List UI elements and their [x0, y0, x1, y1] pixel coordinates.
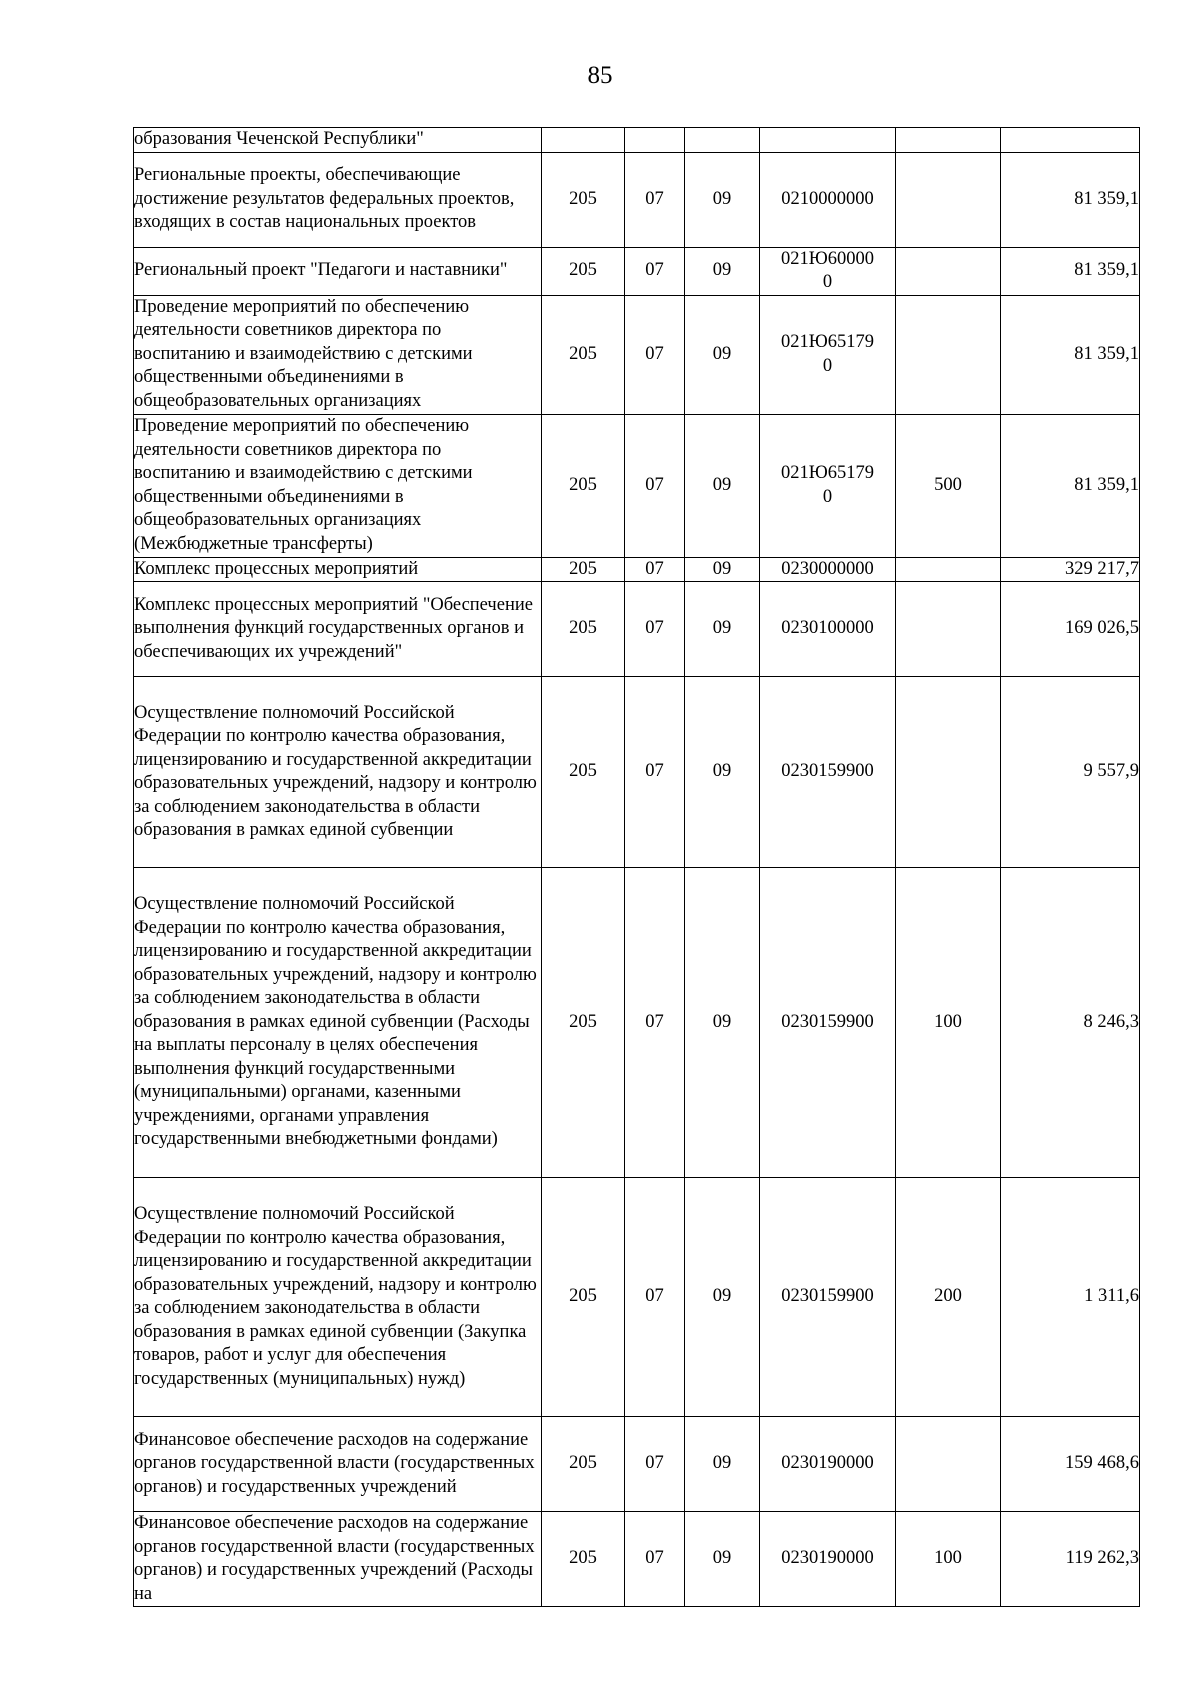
row-rz: 07	[625, 557, 685, 582]
row-description: Осуществление полномочий Российской Федерации по контролю качества образования, лицензированию и государственной аккредитации образовательных учреждений, надзору и контролю за соблюдением законодательства в области образования в рамках единой субвенции (Закупка товаров, работ и услуг для обеспечения государственных (муниципальных) нужд)	[134, 1178, 542, 1417]
row-csr	[760, 414, 896, 557]
row-pr: 09	[685, 1178, 760, 1417]
row-description: Региональный проект "Педагоги и наставники"	[134, 247, 542, 295]
row-description: Осуществление полномочий Российской Федерации по контролю качества образования, лицензированию и государственной аккредитации образовательных учреждений, надзору и контролю за соблюдением законодательства в области образования в рамках единой субвенции (Расходы на выплаты персоналу в целях обеспечения выполнения функций государственными (муниципальными) органами, казенными учреждениями, органами управления государственными внебюджетными фондами)	[134, 868, 542, 1178]
row-csr-text: 0230190000	[781, 1548, 874, 1569]
row-amount: 81 359,1	[1001, 152, 1140, 247]
table-row	[134, 247, 1140, 295]
row-description: Комплекс процессных мероприятий "Обеспечение выполнения функций государственных органов и обеспечивающих их учреждений"	[134, 582, 542, 677]
row-description: Финансовое обеспечение расходов на содержание органов государственной власти (государственных органов) и государственных учреждений (Расходы на	[134, 1512, 542, 1607]
row-vr	[896, 295, 1001, 414]
table-row	[134, 582, 1140, 677]
row-amount: 159 468,6	[1001, 1417, 1140, 1512]
table-row	[134, 1512, 1140, 1607]
row-amount: 81 359,1	[1001, 295, 1140, 414]
row-csr	[760, 295, 896, 414]
row-rz	[625, 128, 685, 153]
row-ved	[542, 128, 625, 153]
row-description: образования Чеченской Республики"	[134, 128, 542, 153]
row-vr	[896, 582, 1001, 677]
row-csr	[760, 677, 896, 868]
table-row	[134, 295, 1140, 414]
row-pr: 09	[685, 295, 760, 414]
row-ved: 205	[542, 868, 625, 1178]
row-amount: 81 359,1	[1001, 247, 1140, 295]
row-csr	[760, 557, 896, 582]
row-description: Осуществление полномочий Российской Федерации по контролю качества образования, лицензированию и государственной аккредитации образовательных учреждений, надзору и контролю за соблюдением законодательства в области образования в рамках единой субвенции	[134, 677, 542, 868]
table-row	[134, 557, 1140, 582]
row-vr	[896, 152, 1001, 247]
row-rz: 07	[625, 1417, 685, 1512]
row-csr-text: 0210000000	[781, 188, 874, 209]
row-ved: 205	[542, 295, 625, 414]
table-row	[134, 1417, 1140, 1512]
row-vr: 200	[896, 1178, 1001, 1417]
row-pr: 09	[685, 557, 760, 582]
row-ved: 205	[542, 152, 625, 247]
row-vr: 500	[896, 414, 1001, 557]
row-vr	[896, 677, 1001, 868]
row-csr-text: 021Ю651790	[780, 463, 874, 507]
row-csr	[760, 868, 896, 1178]
row-csr-text: 0230190000	[781, 1453, 874, 1474]
row-pr: 09	[685, 247, 760, 295]
row-pr: 09	[685, 414, 760, 557]
row-pr	[685, 128, 760, 153]
row-rz: 07	[625, 582, 685, 677]
row-pr: 09	[685, 152, 760, 247]
row-rz: 07	[625, 414, 685, 557]
table-row	[134, 677, 1140, 868]
row-csr-text: 0230100000	[781, 618, 874, 639]
row-ved: 205	[542, 414, 625, 557]
row-csr	[760, 152, 896, 247]
row-description: Финансовое обеспечение расходов на содержание органов государственной власти (государственных органов) и государственных учреждений	[134, 1417, 542, 1512]
table-row	[134, 1178, 1140, 1417]
row-csr	[760, 1512, 896, 1607]
row-csr	[760, 247, 896, 295]
row-vr	[896, 557, 1001, 582]
row-amount: 169 026,5	[1001, 582, 1140, 677]
table-row	[134, 152, 1140, 247]
row-pr: 09	[685, 582, 760, 677]
row-vr	[896, 247, 1001, 295]
row-amount: 329 217,7	[1001, 557, 1140, 582]
row-csr	[760, 128, 896, 153]
row-rz: 07	[625, 1178, 685, 1417]
budget-table	[133, 127, 1140, 1607]
row-pr: 09	[685, 677, 760, 868]
row-amount: 119 262,3	[1001, 1512, 1140, 1607]
row-rz: 07	[625, 247, 685, 295]
row-ved: 205	[542, 1417, 625, 1512]
row-pr: 09	[685, 1417, 760, 1512]
row-rz: 07	[625, 295, 685, 414]
row-ved: 205	[542, 1178, 625, 1417]
row-vr: 100	[896, 1512, 1001, 1607]
row-amount: 8 246,3	[1001, 868, 1140, 1178]
row-csr-text: 0230000000	[781, 558, 874, 579]
row-ved: 205	[542, 557, 625, 582]
table-row	[134, 414, 1140, 557]
row-ved: 205	[542, 582, 625, 677]
row-vr	[896, 1417, 1001, 1512]
row-csr-text: 021Ю651790	[780, 332, 874, 376]
row-csr-text: 021Ю600000	[780, 248, 874, 292]
row-description: Проведение мероприятий по обеспечению деятельности советников директора по воспитанию и взаимодействию с детскими общественными объединениями в общеобразовательных организациях	[134, 295, 542, 414]
row-amount: 9 557,9	[1001, 677, 1140, 868]
row-amount: 81 359,1	[1001, 414, 1140, 557]
row-csr-text: 0230159900	[781, 1286, 874, 1307]
row-pr: 09	[685, 1512, 760, 1607]
row-pr: 09	[685, 868, 760, 1178]
row-rz: 07	[625, 1512, 685, 1607]
row-csr	[760, 582, 896, 677]
row-rz: 07	[625, 677, 685, 868]
page-number: 85	[587, 62, 613, 89]
row-ved: 205	[542, 1512, 625, 1607]
row-csr	[760, 1178, 896, 1417]
row-ved: 205	[542, 677, 625, 868]
row-rz: 07	[625, 868, 685, 1178]
row-csr	[760, 1417, 896, 1512]
row-vr	[896, 128, 1001, 153]
row-ved: 205	[542, 247, 625, 295]
row-csr-text: 0230159900	[781, 1011, 874, 1032]
row-amount: 1 311,6	[1001, 1178, 1140, 1417]
row-description: Региональные проекты, обеспечивающие достижение результатов федеральных проектов, входящих в состав национальных проектов	[134, 152, 542, 247]
row-vr: 100	[896, 868, 1001, 1178]
table-row	[134, 128, 1140, 153]
row-csr-text: 0230159900	[781, 761, 874, 782]
row-description: Проведение мероприятий по обеспечению деятельности советников директора по воспитанию и взаимодействию с детскими общественными объединениями в общеобразовательных организациях (Межбюджетные трансферты)	[134, 414, 542, 557]
table-body	[134, 128, 1140, 1607]
table-row	[134, 868, 1140, 1178]
row-description: Комплекс процессных мероприятий	[134, 557, 542, 582]
row-rz: 07	[625, 152, 685, 247]
row-amount	[1001, 128, 1140, 153]
